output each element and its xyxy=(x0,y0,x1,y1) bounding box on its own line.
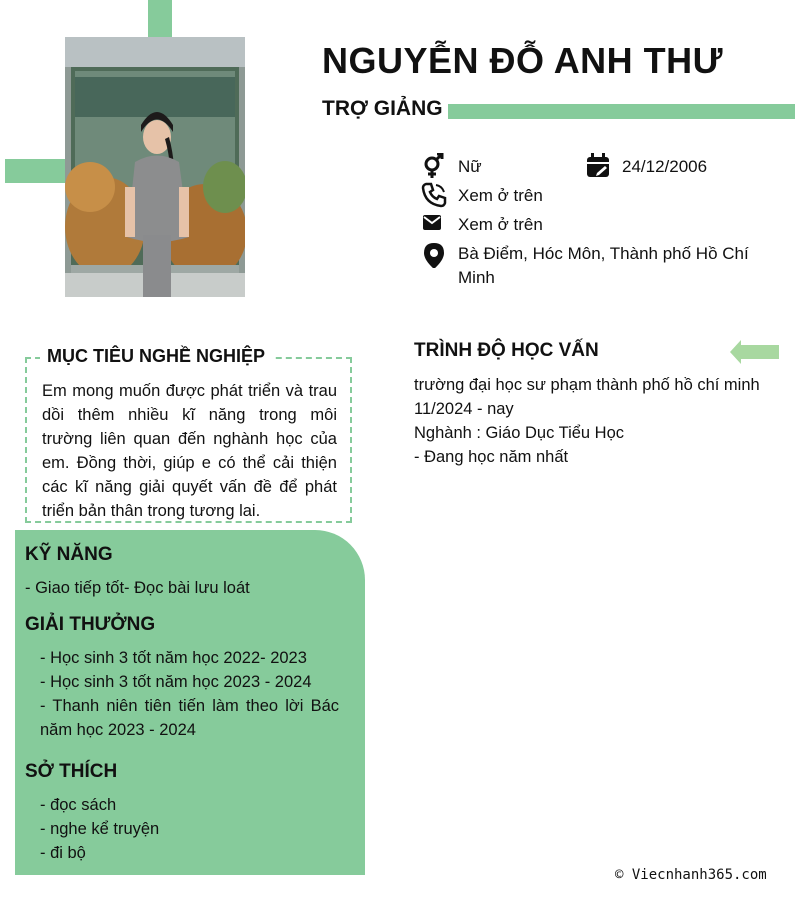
hobby-item: - đọc sách xyxy=(40,796,117,814)
job-title: TRỢ GIẢNG xyxy=(322,97,443,120)
objective-title: MỤC TIÊU NGHỀ NGHIỆP xyxy=(40,346,272,367)
award-item: - Học sinh 3 tốt năm học 2022- 2023 xyxy=(40,649,307,667)
education-major: Nghành : Giáo Dục Tiểu Học xyxy=(414,424,625,442)
award-item: - Học sinh 3 tốt năm học 2023 - 2024 xyxy=(40,673,312,691)
arrow-left-icon xyxy=(730,338,780,366)
education-school: trường đại học sư phạm thành phố hồ chí minh xyxy=(414,376,760,394)
copyright-text: © Viecnhanh365.com xyxy=(615,867,767,883)
skills-title: KỸ NĂNG xyxy=(25,544,113,565)
candidate-name: NGUYỄN ĐỖ ANH THƯ xyxy=(322,40,724,81)
education-title: TRÌNH ĐỘ HỌC VẤN xyxy=(414,340,599,361)
award-item: - Thanh niên tiên tiến làm theo lời Bác năm học 2023 - 2024 xyxy=(40,697,339,739)
education-status: - Đang học năm nhất xyxy=(414,448,569,466)
email-icon xyxy=(421,211,447,237)
hobby-item: - nghe kể truyện xyxy=(40,820,160,838)
role-underline-bar xyxy=(448,104,795,119)
location-icon xyxy=(421,242,447,268)
objective-text: Em mong muốn được phát triển và trau dồi thêm nhiều kĩ năng trong môi trường liên quan đến nghành học của em. Đồng thời, giúp e có thể cải thiện các kĩ năng giải quyết vấn đề để phát triển bản thân trong tương lai. xyxy=(42,382,337,520)
birthdate-value: 24/12/2006 xyxy=(622,157,708,176)
phone-icon xyxy=(421,182,447,208)
awards-title: GIẢI THƯỞNG xyxy=(25,614,156,635)
profile-photo xyxy=(65,37,245,297)
education-period: 11/2024 - nay xyxy=(414,400,514,418)
phone-value: Xem ở trên xyxy=(458,186,543,205)
gender-icon xyxy=(421,153,447,179)
calendar-icon xyxy=(586,153,612,179)
gender-value: Nữ xyxy=(458,157,482,176)
decorative-bar-top xyxy=(148,0,172,38)
email-value: Xem ở trên xyxy=(458,215,543,234)
address-value: Bà Điểm, Hóc Môn, Thành phố Hồ Chí Minh xyxy=(458,244,749,287)
hobbies-title: SỞ THÍCH xyxy=(25,761,118,782)
decorative-bar-left xyxy=(5,159,67,183)
skills-text: - Giao tiếp tốt- Đọc bài lưu loát xyxy=(25,579,250,597)
hobby-item: - đi bộ xyxy=(40,844,86,862)
